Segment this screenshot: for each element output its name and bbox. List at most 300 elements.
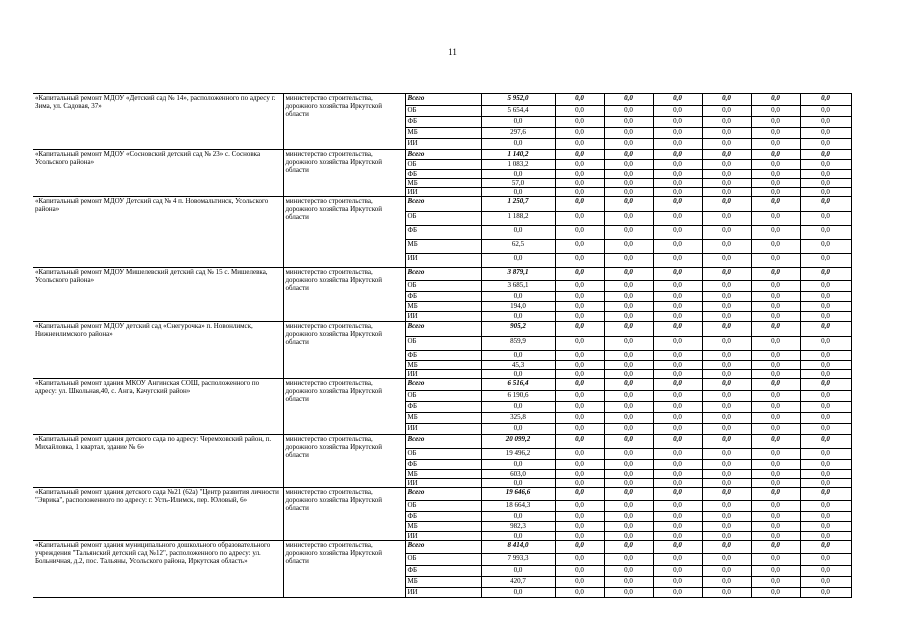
- year-amount: 0,0: [653, 351, 702, 361]
- funding-source: ИИ: [405, 532, 481, 541]
- funding-source: ИИ: [405, 370, 481, 379]
- year-amount: 0,0: [604, 160, 653, 170]
- funding-source: МБ: [405, 470, 481, 479]
- funding-source: ФБ: [405, 117, 481, 128]
- year-amount: 0,0: [751, 501, 800, 512]
- funding-source: МБ: [405, 522, 481, 532]
- total-amount: 8 414,0: [481, 541, 555, 554]
- object-total-row: [33, 541, 851, 554]
- total-amount: 1 250,7: [481, 197, 555, 212]
- year-amount: 0,0: [555, 302, 604, 312]
- year-amount: 0,0: [702, 94, 751, 106]
- year-amount: 0,0: [800, 337, 851, 351]
- object-name: «Капитальный ремонт здания МКОУ Ангинская СОШ, расположенного по адресу: ул. Школьная,40, с. Анга, Качугский район»: [33, 379, 283, 435]
- year-amount: 0,0: [702, 128, 751, 139]
- total-amount: 0,0: [481, 188, 555, 197]
- year-amount: 0,0: [800, 512, 851, 522]
- year-amount: 0,0: [800, 449, 851, 460]
- year-amount: 0,0: [702, 312, 751, 322]
- year-amount: 0,0: [751, 292, 800, 302]
- year-amount: 0,0: [702, 106, 751, 117]
- responsible-ministry: министерство строительства, дорожного хозяйства Иркутской области: [283, 435, 405, 488]
- year-amount: 0,0: [653, 322, 702, 337]
- year-amount: 0,0: [702, 501, 751, 512]
- total-amount: 982,3: [481, 522, 555, 532]
- year-amount: 0,0: [604, 254, 653, 268]
- year-amount: 0,0: [751, 240, 800, 254]
- year-amount: 0,0: [604, 588, 653, 598]
- year-amount: 0,0: [800, 302, 851, 312]
- year-amount: 0,0: [702, 512, 751, 522]
- year-amount: 0,0: [653, 170, 702, 179]
- year-amount: 0,0: [751, 312, 800, 322]
- funding-source: МБ: [405, 240, 481, 254]
- funding-source: ИИ: [405, 588, 481, 598]
- year-amount: 0,0: [702, 391, 751, 402]
- total-amount: 1 083,2: [481, 160, 555, 170]
- year-amount: 0,0: [555, 522, 604, 532]
- year-amount: 0,0: [800, 197, 851, 212]
- year-amount: 0,0: [555, 532, 604, 541]
- budget-table: [33, 93, 852, 598]
- year-amount: 0,0: [751, 424, 800, 435]
- year-amount: 0,0: [604, 488, 653, 501]
- year-amount: 0,0: [751, 522, 800, 532]
- year-amount: 0,0: [751, 337, 800, 351]
- year-amount: 0,0: [751, 361, 800, 370]
- funding-source: МБ: [405, 302, 481, 312]
- year-amount: 0,0: [653, 128, 702, 139]
- year-amount: 0,0: [702, 322, 751, 337]
- year-amount: 0,0: [800, 281, 851, 292]
- funding-source: ФБ: [405, 170, 481, 179]
- year-amount: 0,0: [555, 240, 604, 254]
- year-amount: 0,0: [800, 322, 851, 337]
- year-amount: 0,0: [555, 106, 604, 117]
- year-amount: 0,0: [800, 361, 851, 370]
- year-amount: 0,0: [653, 94, 702, 106]
- object-name: «Капитальный ремонт здания детского сада по адресу: Черемховский район, п. Михайловка, 1 квартал, здание № 6»: [33, 435, 283, 488]
- year-amount: 0,0: [555, 160, 604, 170]
- total-amount: 18 664,3: [481, 501, 555, 512]
- year-amount: 0,0: [604, 554, 653, 566]
- year-amount: 0,0: [604, 577, 653, 588]
- total-amount: 6 516,4: [481, 379, 555, 391]
- year-amount: 0,0: [702, 435, 751, 449]
- year-amount: 0,0: [555, 179, 604, 188]
- object-name: «Капитальный ремонт здания муниципального дошкольного образовательного учреждения "Тальянский детский сад №12", расположенного по адресу: ул. Больничная, д.2, пос. Тальяны, Усольского района, Иркутская область»: [33, 541, 283, 598]
- year-amount: 0,0: [604, 470, 653, 479]
- object-name: «Капитальный ремонт здания детского сада №21 (62а) "Центр развития личности "Эврика", расположенного по адресу: г. Усть-Илимск, пер. Юловый, 6»: [33, 488, 283, 541]
- year-amount: 0,0: [702, 413, 751, 424]
- year-amount: 0,0: [800, 179, 851, 188]
- year-amount: 0,0: [653, 435, 702, 449]
- year-amount: 0,0: [653, 281, 702, 292]
- year-amount: 0,0: [604, 188, 653, 197]
- year-amount: 0,0: [653, 312, 702, 322]
- year-amount: 0,0: [604, 281, 653, 292]
- year-amount: 0,0: [555, 170, 604, 179]
- year-amount: 0,0: [604, 337, 653, 351]
- total-amount: 0,0: [481, 370, 555, 379]
- funding-source: ФБ: [405, 351, 481, 361]
- funding-source: Всего: [405, 322, 481, 337]
- year-amount: 0,0: [604, 370, 653, 379]
- year-amount: 0,0: [653, 268, 702, 281]
- year-amount: 0,0: [702, 488, 751, 501]
- year-amount: 0,0: [555, 337, 604, 351]
- year-amount: 0,0: [604, 449, 653, 460]
- year-amount: 0,0: [604, 302, 653, 312]
- funding-source: ИИ: [405, 254, 481, 268]
- year-amount: 0,0: [604, 150, 653, 160]
- year-amount: 0,0: [555, 188, 604, 197]
- year-amount: 0,0: [751, 212, 800, 226]
- year-amount: 0,0: [751, 391, 800, 402]
- year-amount: 0,0: [751, 449, 800, 460]
- year-amount: 0,0: [800, 170, 851, 179]
- year-amount: 0,0: [555, 254, 604, 268]
- year-amount: 0,0: [653, 501, 702, 512]
- year-amount: 0,0: [653, 212, 702, 226]
- year-amount: 0,0: [653, 292, 702, 302]
- object-name: «Капитальный ремонт МДОУ «Сосновский детский сад № 23» с. Сосновка Усольского района»: [33, 150, 283, 197]
- year-amount: 0,0: [800, 460, 851, 470]
- total-amount: 0,0: [481, 588, 555, 598]
- year-amount: 0,0: [555, 449, 604, 460]
- year-amount: 0,0: [653, 391, 702, 402]
- year-amount: 0,0: [555, 379, 604, 391]
- funding-source: Всего: [405, 150, 481, 160]
- year-amount: 0,0: [800, 577, 851, 588]
- year-amount: 0,0: [800, 292, 851, 302]
- year-amount: 0,0: [702, 351, 751, 361]
- year-amount: 0,0: [555, 94, 604, 106]
- year-amount: 0,0: [604, 240, 653, 254]
- year-amount: 0,0: [800, 94, 851, 106]
- year-amount: 0,0: [653, 361, 702, 370]
- funding-source: Всего: [405, 488, 481, 501]
- year-amount: 0,0: [751, 435, 800, 449]
- year-amount: 0,0: [555, 391, 604, 402]
- year-amount: 0,0: [702, 522, 751, 532]
- year-amount: 0,0: [751, 254, 800, 268]
- year-amount: 0,0: [702, 470, 751, 479]
- year-amount: 0,0: [800, 254, 851, 268]
- funding-source: ОБ: [405, 106, 481, 117]
- year-amount: 0,0: [653, 302, 702, 312]
- year-amount: 0,0: [555, 351, 604, 361]
- funding-source: ФБ: [405, 566, 481, 577]
- year-amount: 0,0: [555, 322, 604, 337]
- year-amount: 0,0: [751, 117, 800, 128]
- year-amount: 0,0: [800, 588, 851, 598]
- year-amount: 0,0: [702, 566, 751, 577]
- total-amount: 19 646,6: [481, 488, 555, 501]
- year-amount: 0,0: [555, 292, 604, 302]
- year-amount: 0,0: [800, 188, 851, 197]
- year-amount: 0,0: [800, 160, 851, 170]
- year-amount: 0,0: [653, 117, 702, 128]
- year-amount: 0,0: [555, 281, 604, 292]
- funding-source: МБ: [405, 361, 481, 370]
- year-amount: 0,0: [555, 577, 604, 588]
- year-amount: 0,0: [653, 188, 702, 197]
- year-amount: 0,0: [653, 449, 702, 460]
- year-amount: 0,0: [653, 226, 702, 240]
- year-amount: 0,0: [555, 212, 604, 226]
- funding-source: Всего: [405, 379, 481, 391]
- year-amount: 0,0: [604, 532, 653, 541]
- funding-source: Всего: [405, 268, 481, 281]
- total-amount: 0,0: [481, 479, 555, 488]
- year-amount: 0,0: [800, 312, 851, 322]
- total-amount: 45,3: [481, 361, 555, 370]
- year-amount: 0,0: [702, 532, 751, 541]
- year-amount: 0,0: [800, 150, 851, 160]
- year-amount: 0,0: [800, 470, 851, 479]
- object-total-row: [33, 322, 851, 337]
- year-amount: 0,0: [604, 292, 653, 302]
- year-amount: 0,0: [653, 541, 702, 554]
- year-amount: 0,0: [702, 160, 751, 170]
- year-amount: 0,0: [702, 292, 751, 302]
- year-amount: 0,0: [604, 460, 653, 470]
- year-amount: 0,0: [800, 240, 851, 254]
- funding-source: МБ: [405, 128, 481, 139]
- total-amount: 603,0: [481, 470, 555, 479]
- responsible-ministry: министерство строительства, дорожного хозяйства Иркутской области: [283, 197, 405, 268]
- year-amount: 0,0: [751, 402, 800, 413]
- total-amount: 0,0: [481, 226, 555, 240]
- year-amount: 0,0: [800, 488, 851, 501]
- year-amount: 0,0: [604, 117, 653, 128]
- funding-source: Всего: [405, 541, 481, 554]
- responsible-ministry: министерство строительства, дорожного хозяйства Иркутской области: [283, 150, 405, 197]
- year-amount: 0,0: [702, 460, 751, 470]
- total-amount: 859,9: [481, 337, 555, 351]
- year-amount: 0,0: [751, 479, 800, 488]
- year-amount: 0,0: [555, 435, 604, 449]
- year-amount: 0,0: [555, 566, 604, 577]
- funding-source: ОБ: [405, 281, 481, 292]
- year-amount: 0,0: [800, 413, 851, 424]
- year-amount: 0,0: [604, 479, 653, 488]
- year-amount: 0,0: [555, 268, 604, 281]
- total-amount: 20 099,2: [481, 435, 555, 449]
- total-amount: 6 190,6: [481, 391, 555, 402]
- year-amount: 0,0: [702, 449, 751, 460]
- year-amount: 0,0: [604, 322, 653, 337]
- year-amount: 0,0: [604, 170, 653, 179]
- year-amount: 0,0: [555, 370, 604, 379]
- responsible-ministry: министерство строительства, дорожного хозяйства Иркутской области: [283, 488, 405, 541]
- total-amount: 0,0: [481, 512, 555, 522]
- year-amount: 0,0: [800, 522, 851, 532]
- year-amount: 0,0: [653, 488, 702, 501]
- year-amount: 0,0: [702, 197, 751, 212]
- responsible-ministry: министерство строительства, дорожного хозяйства Иркутской области: [283, 268, 405, 322]
- responsible-ministry: министерство строительства, дорожного хозяйства Иркутской области: [283, 541, 405, 598]
- page-number: 11: [448, 47, 457, 57]
- year-amount: 0,0: [604, 522, 653, 532]
- year-amount: 0,0: [653, 554, 702, 566]
- year-amount: 0,0: [604, 435, 653, 449]
- funding-source: ОБ: [405, 337, 481, 351]
- year-amount: 0,0: [702, 139, 751, 150]
- year-amount: 0,0: [751, 188, 800, 197]
- year-amount: 0,0: [702, 150, 751, 160]
- year-amount: 0,0: [653, 522, 702, 532]
- total-amount: 905,2: [481, 322, 555, 337]
- year-amount: 0,0: [604, 197, 653, 212]
- year-amount: 0,0: [604, 361, 653, 370]
- total-amount: 325,8: [481, 413, 555, 424]
- year-amount: 0,0: [653, 479, 702, 488]
- year-amount: 0,0: [800, 402, 851, 413]
- year-amount: 0,0: [604, 413, 653, 424]
- year-amount: 0,0: [800, 128, 851, 139]
- year-amount: 0,0: [653, 106, 702, 117]
- year-amount: 0,0: [604, 106, 653, 117]
- year-amount: 0,0: [751, 197, 800, 212]
- year-amount: 0,0: [604, 94, 653, 106]
- total-amount: 3 879,1: [481, 268, 555, 281]
- year-amount: 0,0: [751, 370, 800, 379]
- object-name: «Капитальный ремонт МДОУ Мишелевский детский сад № 15 с. Мишелевка, Усольского района»: [33, 268, 283, 322]
- year-amount: 0,0: [751, 179, 800, 188]
- year-amount: 0,0: [604, 351, 653, 361]
- year-amount: 0,0: [751, 566, 800, 577]
- funding-source: МБ: [405, 413, 481, 424]
- year-amount: 0,0: [555, 479, 604, 488]
- object-total-row: [33, 268, 851, 281]
- year-amount: 0,0: [653, 240, 702, 254]
- year-amount: 0,0: [555, 541, 604, 554]
- year-amount: 0,0: [555, 424, 604, 435]
- year-amount: 0,0: [604, 501, 653, 512]
- funding-source: ОБ: [405, 501, 481, 512]
- year-amount: 0,0: [653, 566, 702, 577]
- funding-source: ИИ: [405, 312, 481, 322]
- year-amount: 0,0: [702, 117, 751, 128]
- responsible-ministry: министерство строительства, дорожного хозяйства Иркутской области: [283, 94, 405, 150]
- year-amount: 0,0: [702, 402, 751, 413]
- year-amount: 0,0: [800, 435, 851, 449]
- funding-source: ФБ: [405, 226, 481, 240]
- year-amount: 0,0: [800, 370, 851, 379]
- year-amount: 0,0: [702, 424, 751, 435]
- funding-source: Всего: [405, 197, 481, 212]
- object-name: «Капитальный ремонт МДОУ Детский сад № 4 п. Новомальтинск, Усольского района»: [33, 197, 283, 268]
- year-amount: 0,0: [751, 160, 800, 170]
- year-amount: 0,0: [653, 470, 702, 479]
- year-amount: 0,0: [751, 460, 800, 470]
- year-amount: 0,0: [702, 179, 751, 188]
- year-amount: 0,0: [800, 501, 851, 512]
- year-amount: 0,0: [800, 541, 851, 554]
- year-amount: 0,0: [604, 128, 653, 139]
- year-amount: 0,0: [653, 402, 702, 413]
- year-amount: 0,0: [800, 566, 851, 577]
- year-amount: 0,0: [702, 254, 751, 268]
- year-amount: 0,0: [751, 322, 800, 337]
- total-amount: 194,0: [481, 302, 555, 312]
- year-amount: 0,0: [653, 337, 702, 351]
- year-amount: 0,0: [604, 379, 653, 391]
- funding-source: ИИ: [405, 139, 481, 150]
- year-amount: 0,0: [653, 460, 702, 470]
- funding-source: МБ: [405, 179, 481, 188]
- total-amount: 0,0: [481, 566, 555, 577]
- total-amount: 0,0: [481, 351, 555, 361]
- funding-source: ОБ: [405, 449, 481, 460]
- funding-source: ФБ: [405, 292, 481, 302]
- funding-source: ФБ: [405, 460, 481, 470]
- year-amount: 0,0: [800, 379, 851, 391]
- year-amount: 0,0: [653, 254, 702, 268]
- year-amount: 0,0: [751, 139, 800, 150]
- year-amount: 0,0: [751, 106, 800, 117]
- object-total-row: [33, 150, 851, 160]
- total-amount: 1 140,2: [481, 150, 555, 160]
- year-amount: 0,0: [555, 588, 604, 598]
- year-amount: 0,0: [653, 532, 702, 541]
- year-amount: 0,0: [800, 117, 851, 128]
- year-amount: 0,0: [751, 588, 800, 598]
- total-amount: 0,0: [481, 292, 555, 302]
- year-amount: 0,0: [800, 554, 851, 566]
- year-amount: 0,0: [800, 351, 851, 361]
- total-amount: 3 685,1: [481, 281, 555, 292]
- total-amount: 5 952,0: [481, 94, 555, 106]
- total-amount: 0,0: [481, 460, 555, 470]
- responsible-ministry: министерство строительства, дорожного хозяйства Иркутской области: [283, 322, 405, 379]
- funding-source: МБ: [405, 577, 481, 588]
- year-amount: 0,0: [604, 226, 653, 240]
- year-amount: 0,0: [555, 139, 604, 150]
- year-amount: 0,0: [800, 532, 851, 541]
- funding-source: ОБ: [405, 554, 481, 566]
- year-amount: 0,0: [751, 302, 800, 312]
- year-amount: 0,0: [751, 351, 800, 361]
- funding-source: ОБ: [405, 391, 481, 402]
- year-amount: 0,0: [702, 226, 751, 240]
- year-amount: 0,0: [751, 268, 800, 281]
- year-amount: 0,0: [653, 424, 702, 435]
- year-amount: 0,0: [751, 512, 800, 522]
- total-amount: 297,6: [481, 128, 555, 139]
- year-amount: 0,0: [702, 212, 751, 226]
- year-amount: 0,0: [751, 488, 800, 501]
- year-amount: 0,0: [555, 197, 604, 212]
- funding-source: ФБ: [405, 402, 481, 413]
- year-amount: 0,0: [751, 170, 800, 179]
- total-amount: 1 188,2: [481, 212, 555, 226]
- year-amount: 0,0: [653, 150, 702, 160]
- object-name: «Капитальный ремонт МДОУ детский сад «Снегурочка» п. Новонлимск, Нижнеилимского района»: [33, 322, 283, 379]
- funding-source: Всего: [405, 435, 481, 449]
- year-amount: 0,0: [604, 512, 653, 522]
- year-amount: 0,0: [604, 268, 653, 281]
- total-amount: 0,0: [481, 117, 555, 128]
- object-total-row: [33, 488, 851, 501]
- year-amount: 0,0: [751, 94, 800, 106]
- total-amount: 57,0: [481, 179, 555, 188]
- funding-source: ФБ: [405, 512, 481, 522]
- year-amount: 0,0: [653, 160, 702, 170]
- year-amount: 0,0: [702, 302, 751, 312]
